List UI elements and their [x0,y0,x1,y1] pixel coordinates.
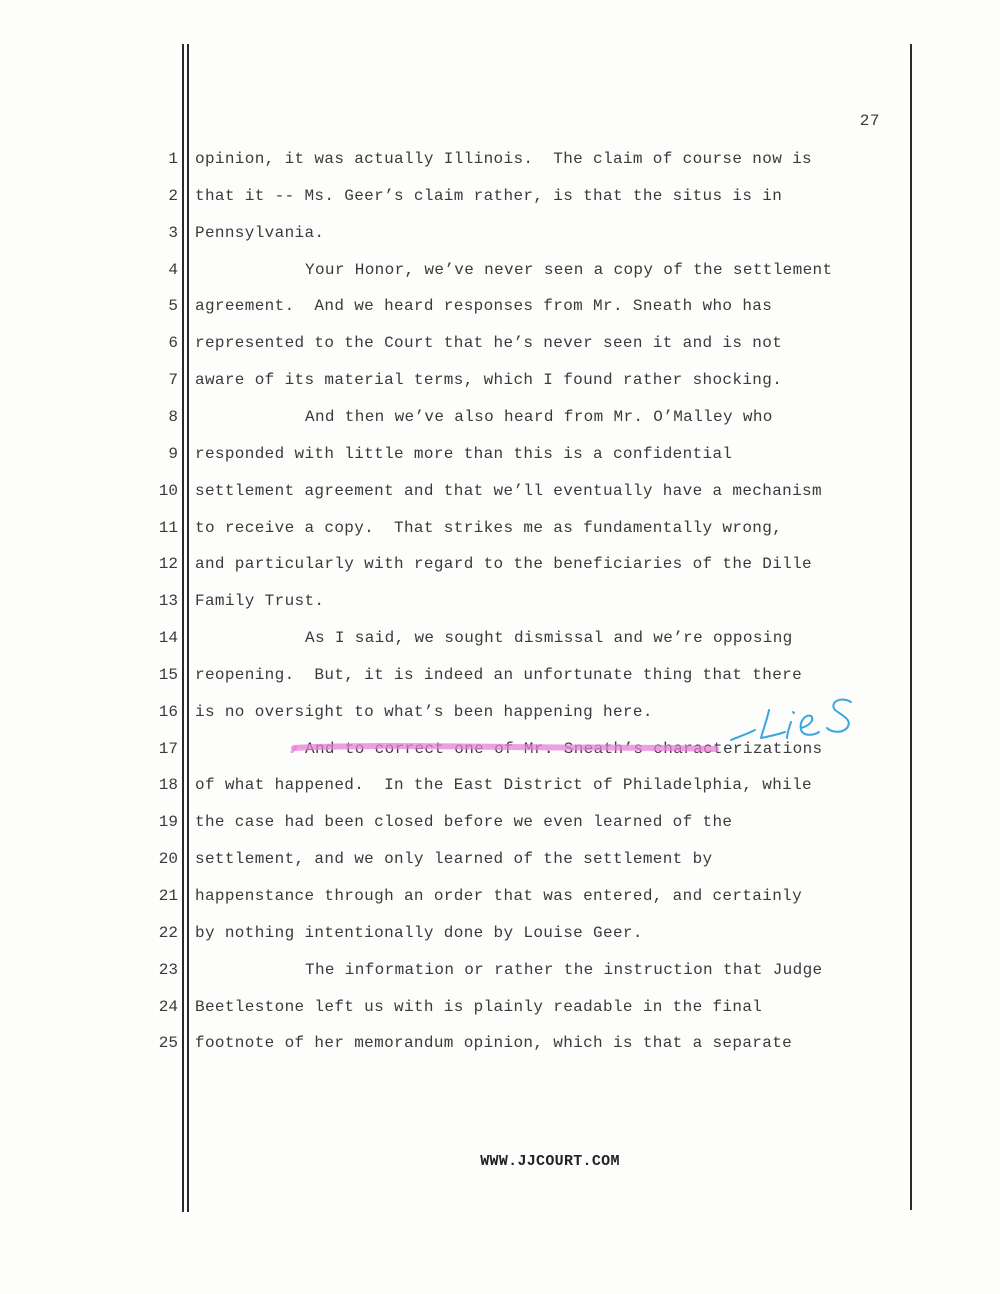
transcript-line [0,220,910,246]
right-margin-rule [910,44,912,1210]
line-number: 4 [168,260,178,279]
line-text: agreement. And we heard responses from Mr. Sneath who has [195,297,773,316]
handwritten-note-lies [725,690,865,750]
transcript-line [0,846,910,872]
line-number: 14 [158,629,178,648]
line-text: to receive a copy. That strikes me as fundamentally wrong, [195,518,783,537]
transcript-line [0,183,910,209]
line-number: 16 [158,702,178,721]
line-text: happenstance through an order that was entered, and certainly [195,887,803,905]
transcript-line [0,404,910,430]
transcript-line [0,330,910,356]
line-number: 6 [168,334,178,353]
line-number: 9 [168,444,178,463]
line-text: And to correct one of Mr. Sneath’s characterizations [305,739,823,758]
line-number: 8 [168,407,178,426]
transcript-line [0,772,910,798]
ink-letter-l [761,710,785,738]
line-number: 23 [158,960,178,979]
line-number: 24 [158,997,178,1016]
line-text: the case had been closed before we even learned of the [195,813,733,832]
line-number: 19 [158,813,178,832]
transcript-line [0,588,910,614]
line-text: of what happened. In the East District of Philadelphia, while [195,776,812,795]
line-text: settlement, and we only learned of the settlement by [195,850,713,869]
line-number: 18 [158,776,178,795]
line-number: 25 [158,1034,178,1053]
highlighter-mark [290,741,720,753]
highlighter-stroke [294,746,716,749]
line-number: 21 [158,887,178,905]
line-text: footnote of her memorandum opinion, which is that a separate [195,1034,793,1053]
footer-website: WWW.JJCOURT.COM [480,1153,620,1170]
line-text: represented to the Court that he’s never seen it and is not [195,334,783,353]
line-text: reopening. But, it is indeed an unfortunate thing that there [195,665,803,684]
line-number: 17 [158,739,178,758]
line-number: 11 [158,518,178,537]
transcript-line [0,625,910,651]
line-text: The information or rather the instruction that Judge [305,960,823,979]
transcript-line [0,994,910,1020]
line-number: 5 [168,297,178,316]
transcript-line [0,367,910,393]
transcript-line [0,883,910,909]
transcript-line [0,809,910,835]
transcript-line [0,551,910,577]
transcript-line [0,515,910,541]
line-number: 10 [158,481,178,500]
transcript-line [0,662,910,688]
line-text: Your Honor, we’ve never seen a copy of the settlement [305,260,833,279]
transcript-line [0,920,910,946]
line-number: 7 [168,371,178,390]
line-text: is no oversight to what’s been happening here. [195,702,653,721]
line-text: aware of its material terms, which I found rather shocking. [195,371,783,390]
transcript-line [0,957,910,983]
ink-letter-s [827,700,851,732]
line-text: Family Trust. [195,592,325,611]
ink-dash [731,730,755,740]
ink-letter-e [801,716,819,735]
line-text: responded with little more than this is a confidential [195,444,733,463]
line-number: 12 [158,555,178,574]
ink-letter-i [787,722,791,738]
line-text: And then we’ve also heard from Mr. O’Malley who [305,407,773,426]
line-text: As I said, we sought dismissal and we’re opposing [305,629,793,648]
line-number: 13 [158,592,178,611]
line-text: by nothing intentionally done by Louise Geer. [195,923,643,942]
transcript-line [0,1030,910,1056]
line-text: settlement agreement and that we’ll eventually have a mechanism [195,481,822,500]
line-number: 22 [158,923,178,942]
ink-letter-i-dot [793,712,794,713]
line-text: and particularly with regard to the beneficiaries of the Dille [195,555,812,574]
transcript-line [0,146,910,172]
transcript-line [0,293,910,319]
line-text: Pennsylvania. [195,223,325,242]
line-text: that it -- Ms. Geer’s claim rather, is that the situs is in [195,186,783,205]
line-number: 15 [158,665,178,684]
line-text: opinion, it was actually Illinois. The claim of course now is [195,150,812,168]
transcript-line [0,441,910,467]
transcript-line [0,478,910,504]
line-text: Beetlestone left us with is plainly readable in the final [195,997,763,1016]
page-number: 27 [859,112,880,130]
line-number: 3 [168,223,178,242]
transcript-line [0,257,910,283]
line-number: 2 [168,186,178,205]
line-number: 1 [168,150,178,168]
line-number: 20 [158,850,178,869]
